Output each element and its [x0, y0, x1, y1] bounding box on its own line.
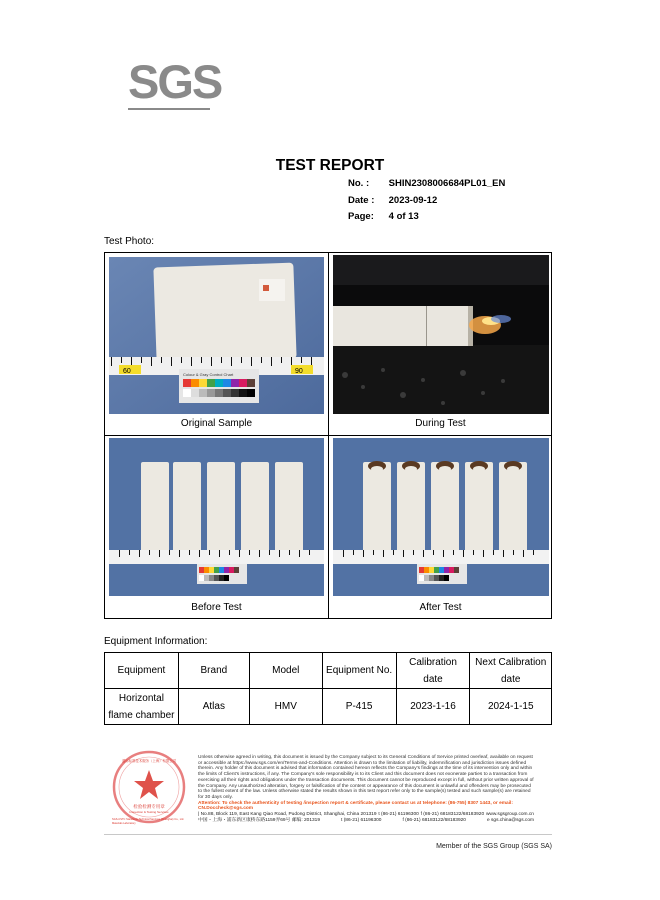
header-brand: Brand — [178, 653, 249, 689]
cell-model: HMV — [249, 689, 322, 725]
address-en: | No.88, Block 119, East Kang Qiao Road, Pudong District, Shanghai, China 201319 — [198, 812, 377, 818]
stamp-sub-text: 检验检测专用章 — [133, 805, 165, 810]
equipment-table — [104, 652, 552, 725]
footer-divider — [104, 834, 552, 835]
sgs-logo-text: SGS — [128, 55, 222, 108]
color-card-label: Colour & Gray Control Chart — [183, 372, 234, 377]
table-row — [105, 689, 552, 725]
cell-equipment: Horizontal flame chamber — [105, 689, 179, 725]
email-link[interactable]: e sgs.china@sgs.com — [487, 817, 534, 823]
caption-after-test: After Test — [419, 602, 462, 613]
caption-original-sample: Original Sample — [180, 418, 253, 429]
address-cn: 中国・上海・浦东新区康桥东路1159弄69号 邮编: 201319 — [198, 817, 321, 823]
ruler-label-right: 90 — [295, 368, 303, 375]
cell-calibration-date: 2023-1-16 — [396, 689, 470, 725]
address-row-cn — [198, 818, 534, 824]
authenticity-notice: Attention: To check the authenticity of testing /inspection report & certificate, please contact us at telephone: (86-755) 8307 1443, or email: CN.Doccheck@sgs.com — [198, 800, 513, 812]
stamp-ring-text: 通标标准技术服务（上海）有限公司 — [121, 759, 177, 763]
photo-grid — [104, 252, 552, 619]
ruler-label-left: 60 — [123, 368, 131, 375]
caption-before-test: Before Test — [191, 602, 242, 613]
disclaimer-text: Unless otherwise agreed in writing, this document is issued by the Company subject to its General Conditions of Service printed overleaf, available on request or accessible at https://www.sgs.com/en/Terms-and-Conditions. Attention is drawn to the limitation of liability, indemnification and jurisdiction issues defined therein. Any holder of this document is advised that information contained hereon reflects the Company's findings at the time of its intervention only and within the limits of Client's instructions, if any. The Company's sole responsibility is to its Client and this document does not exonerate parties to a transaction from exercising all their rights and obligations under the transaction documents. This document cannot be reproduced except in full, without prior written approval of the Company. Any unauthorized alteration, forgery or falsification of the content or appearance of this document is unlawful and offenders may be prosecuted to the fullest extent of the law. Unless otherwise stated the results shown in this test report refer only to the sample(s) tested and such sample(s) are retained for 30 days only. — [198, 755, 534, 800]
header-calibration-date: Calibration date — [396, 653, 470, 689]
photo-during-test — [329, 253, 552, 435]
header-model: Model — [249, 653, 322, 689]
cell-brand: Atlas — [178, 689, 249, 725]
photo-after-test — [329, 436, 552, 619]
equipment-info-label: Equipment Information: — [104, 636, 208, 647]
stamp-corner-text: SGS-CSTC Standards Technical Services (Shanghai) Co., Ltd. — [112, 818, 185, 821]
logo-underline — [128, 108, 210, 110]
phone-en: t (86-21) 61196300 — [378, 812, 419, 818]
report-number: No. : SHIN2308006684PL01_EN — [348, 178, 506, 189]
report-date: Date : 2023-09-12 — [348, 195, 438, 206]
footer-disclaimer-block — [198, 755, 534, 823]
header-equipment-no: Equipment No. — [322, 653, 396, 689]
report-page: Page: 4 of 13 — [348, 211, 419, 222]
official-stamp — [110, 748, 188, 826]
caption-during-test: During Test — [415, 418, 466, 429]
cell-equipment-no: P-415 — [322, 689, 396, 725]
stamp-en-text: Inspection & Testing Services — [129, 810, 169, 814]
header-next-calibration-date: Next Calibration date — [470, 653, 552, 689]
website-link[interactable]: www.sgsgroup.com.cn — [485, 812, 534, 818]
stamp-corner-text-2: Materials Laboratory — [112, 822, 136, 825]
phone-cn: t (86-21) 61196300 — [341, 817, 382, 823]
test-photo-label: Test Photo: — [104, 236, 155, 247]
during-test-image — [333, 255, 549, 414]
header-equipment: Equipment — [105, 653, 179, 689]
before-test-image — [109, 438, 324, 596]
sgs-logo — [128, 55, 222, 108]
report-title: TEST REPORT — [275, 157, 385, 174]
member-of-sgs-group: Member of the SGS Group (SGS SA) — [436, 843, 552, 850]
table-header-row — [105, 653, 552, 689]
photo-original-sample — [105, 253, 328, 435]
photo-before-test — [105, 436, 328, 619]
fax-en: f (86-21) 68183122/68183920 — [420, 812, 485, 818]
fax-cn: f (86-21) 68183122/68183920 — [402, 817, 466, 823]
original-sample-image — [109, 257, 324, 414]
cell-next-calibration-date: 2024-1-15 — [470, 689, 552, 725]
after-test-image — [333, 438, 549, 596]
